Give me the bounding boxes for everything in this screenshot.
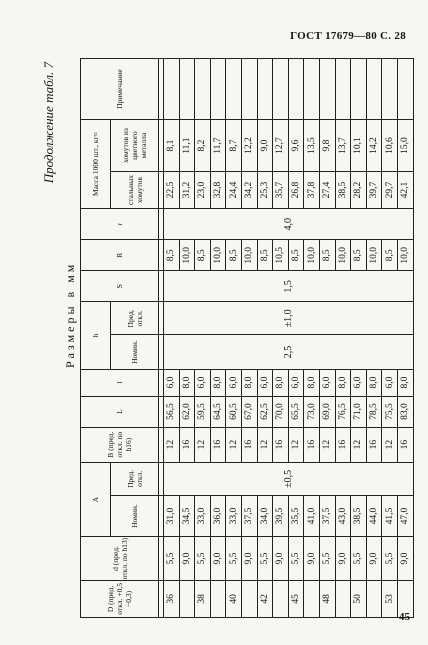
col-header-h-nom: Номин. <box>111 335 159 369</box>
cell-L: 78,5 <box>366 396 382 427</box>
cell-D: 53 <box>382 580 398 617</box>
cell-D <box>210 580 226 617</box>
table-row <box>164 59 180 618</box>
cell-note <box>210 59 226 120</box>
cell-R: 10,0 <box>397 240 413 271</box>
cell-L: 62,0 <box>179 396 195 427</box>
cell-A-nom: 34,5 <box>179 495 195 536</box>
cell-L: 75,5 <box>382 396 398 427</box>
cell-mass-steel: 39,7 <box>366 171 382 208</box>
cell-mass-steel: 26,8 <box>288 171 304 208</box>
cell-D <box>335 580 351 617</box>
cell-l: 6,0 <box>319 369 335 396</box>
cell-mass-nonferrous: 13,5 <box>304 120 320 172</box>
cell-d: 9,0 <box>273 537 289 580</box>
cell-note <box>257 59 273 120</box>
cell-B: 12 <box>351 427 367 462</box>
cell-R: 10,0 <box>304 240 320 271</box>
cell-B: 16 <box>210 427 226 462</box>
rotated-table-block <box>38 58 411 618</box>
cell-R: 8,5 <box>164 240 180 271</box>
cell-mass-steel: 25,3 <box>257 171 273 208</box>
cell-note <box>366 59 382 120</box>
cell-B: 12 <box>257 427 273 462</box>
col-header-r: r <box>81 209 159 240</box>
cell-mass-steel: 35,7 <box>273 171 289 208</box>
col-header-mass: Масса 1000 шт., кг≈ <box>81 120 111 209</box>
cell-A-nom: 33,0 <box>195 495 211 536</box>
cell-B: 12 <box>195 427 211 462</box>
cell-D <box>273 580 289 617</box>
cell-B: 16 <box>304 427 320 462</box>
col-header-S: S <box>81 271 159 302</box>
cell-D <box>179 580 195 617</box>
cell-d: 5,5 <box>257 537 273 580</box>
cell-B: 16 <box>397 427 413 462</box>
col-header-h-tol: Пред. откл. <box>111 302 159 335</box>
cell-S: 1,5 <box>164 271 414 302</box>
cell-l: 8,0 <box>304 369 320 396</box>
cell-R: 10,5 <box>273 240 289 271</box>
cell-L: 59,5 <box>195 396 211 427</box>
cell-L: 71,0 <box>351 396 367 427</box>
cell-mass-steel: 34,2 <box>241 171 257 208</box>
col-header-A-nom: Номин. <box>111 495 159 536</box>
table-body <box>164 59 414 618</box>
cell-mass-steel: 29,7 <box>382 171 398 208</box>
cell-B: 16 <box>179 427 195 462</box>
cell-mass-steel: 42,1 <box>397 171 413 208</box>
cell-l: 6,0 <box>351 369 367 396</box>
cell-d: 5,5 <box>351 537 367 580</box>
cell-A-tol: ±0,5 <box>164 462 414 495</box>
cell-L: 56,5 <box>164 396 180 427</box>
cell-B: 16 <box>366 427 382 462</box>
cell-l: 8,0 <box>179 369 195 396</box>
cell-L: 62,5 <box>257 396 273 427</box>
cell-l: 6,0 <box>164 369 180 396</box>
cell-D: 50 <box>351 580 367 617</box>
cell-L: 69,0 <box>319 396 335 427</box>
cell-d: 5,5 <box>164 537 180 580</box>
col-header-R: R <box>81 240 159 271</box>
cell-l: 6,0 <box>382 369 398 396</box>
cell-note <box>397 59 413 120</box>
cell-R: 10,0 <box>335 240 351 271</box>
cell-D: 40 <box>226 580 242 617</box>
cell-R: 8,5 <box>382 240 398 271</box>
cell-R: 8,5 <box>257 240 273 271</box>
cell-R: 8,5 <box>226 240 242 271</box>
cell-note <box>351 59 367 120</box>
cell-R: 8,5 <box>319 240 335 271</box>
dimensions-table <box>80 58 414 618</box>
cell-L: 73,0 <box>304 396 320 427</box>
cell-mass-nonferrous: 9,6 <box>288 120 304 172</box>
cell-note <box>241 59 257 120</box>
cell-R: 8,5 <box>288 240 304 271</box>
cell-mass-nonferrous: 12,2 <box>241 120 257 172</box>
cell-mass-steel: 32,8 <box>210 171 226 208</box>
cell-l: 8,0 <box>273 369 289 396</box>
cell-d: 5,5 <box>382 537 398 580</box>
cell-mass-nonferrous: 10,1 <box>351 120 367 172</box>
cell-A-nom: 39,5 <box>273 495 289 536</box>
cell-A-nom: 47,0 <box>397 495 413 536</box>
cell-B: 12 <box>164 427 180 462</box>
cell-d: 9,0 <box>210 537 226 580</box>
cell-B: 12 <box>226 427 242 462</box>
cell-A-nom: 38,5 <box>351 495 367 536</box>
cell-B: 16 <box>273 427 289 462</box>
cell-A-nom: 31,0 <box>164 495 180 536</box>
cell-h-tol: ±1,0 <box>164 302 414 335</box>
cell-mass-nonferrous: 12,7 <box>273 120 289 172</box>
cell-R: 8,5 <box>195 240 211 271</box>
cell-l: 8,0 <box>241 369 257 396</box>
cell-A-nom: 44,0 <box>366 495 382 536</box>
cell-A-nom: 36,0 <box>210 495 226 536</box>
cell-B: 12 <box>288 427 304 462</box>
cell-r: 4,0 <box>164 209 414 240</box>
cell-R: 10,0 <box>210 240 226 271</box>
cell-R: 10,0 <box>366 240 382 271</box>
cell-L: 60,5 <box>226 396 242 427</box>
cell-d: 9,0 <box>304 537 320 580</box>
cell-L: 65,5 <box>288 396 304 427</box>
col-header-note: Примечание <box>81 59 159 120</box>
cell-A-nom: 41,5 <box>382 495 398 536</box>
cell-L: 64,5 <box>210 396 226 427</box>
cell-mass-nonferrous: 15,0 <box>397 120 413 172</box>
cell-l: 8,0 <box>397 369 413 396</box>
cell-mass-nonferrous: 11,1 <box>179 120 195 172</box>
cell-d: 9,0 <box>241 537 257 580</box>
cell-d: 5,5 <box>319 537 335 580</box>
cell-B: 16 <box>335 427 351 462</box>
cell-B: 16 <box>241 427 257 462</box>
cell-note <box>195 59 211 120</box>
cell-l: 6,0 <box>288 369 304 396</box>
cell-D <box>241 580 257 617</box>
col-header-d: d (пред. откл. по h13) <box>81 537 159 580</box>
cell-L: 83,0 <box>397 396 413 427</box>
col-header-L: L <box>81 396 159 427</box>
cell-l: 6,0 <box>257 369 273 396</box>
cell-mass-steel: 38,5 <box>335 171 351 208</box>
cell-A-nom: 41,0 <box>304 495 320 536</box>
cell-mass-steel: 24,4 <box>226 171 242 208</box>
cell-A-nom: 34,0 <box>257 495 273 536</box>
cell-L: 70,0 <box>273 396 289 427</box>
cell-L: 76,5 <box>335 396 351 427</box>
cell-A-nom: 37,5 <box>319 495 335 536</box>
cell-d: 5,5 <box>226 537 242 580</box>
cell-B: 12 <box>382 427 398 462</box>
cell-l: 6,0 <box>226 369 242 396</box>
cell-d: 9,0 <box>366 537 382 580</box>
cell-mass-nonferrous: 14,2 <box>366 120 382 172</box>
cell-R: 8,5 <box>351 240 367 271</box>
col-header-l: l <box>81 369 159 396</box>
col-header-mass-steel: стальных хомутов <box>111 171 159 208</box>
cell-mass-nonferrous: 9,0 <box>257 120 273 172</box>
cell-D: 36 <box>164 580 180 617</box>
document-header: ГОСТ 17679—80 С. 28 <box>290 30 406 42</box>
cell-mass-nonferrous: 11,7 <box>210 120 226 172</box>
cell-D: 38 <box>195 580 211 617</box>
cell-l: 8,0 <box>210 369 226 396</box>
cell-A-nom: 43,0 <box>335 495 351 536</box>
continuation-caption: Продолжение табл. 7 <box>41 62 56 184</box>
col-header-A-tol: Пред. откл. <box>111 462 159 495</box>
cell-note <box>319 59 335 120</box>
cell-D: 42 <box>257 580 273 617</box>
col-header-mass-nonferrous: хомутов из цветного металла <box>111 120 159 172</box>
cell-note <box>382 59 398 120</box>
cell-B: 12 <box>319 427 335 462</box>
cell-l: 6,0 <box>195 369 211 396</box>
cell-d: 9,0 <box>397 537 413 580</box>
col-header-h: h <box>81 302 111 369</box>
cell-mass-steel: 31,2 <box>179 171 195 208</box>
cell-d: 5,5 <box>195 537 211 580</box>
cell-note <box>164 59 180 120</box>
cell-D <box>304 580 320 617</box>
cell-mass-steel: 37,8 <box>304 171 320 208</box>
col-header-A: A <box>81 462 111 537</box>
cell-mass-nonferrous: 9,8 <box>319 120 335 172</box>
cell-D <box>366 580 382 617</box>
cell-h-nom: 2,5 <box>164 335 414 369</box>
cell-note <box>226 59 242 120</box>
cell-mass-nonferrous: 8,2 <box>195 120 211 172</box>
dimensions-caption: Размеры в мм <box>63 261 77 368</box>
cell-mass-steel: 22,5 <box>164 171 180 208</box>
cell-A-nom: 37,5 <box>241 495 257 536</box>
cell-note <box>288 59 304 120</box>
cell-mass-nonferrous: 8,7 <box>226 120 242 172</box>
cell-A-nom: 33,0 <box>226 495 242 536</box>
cell-R: 10,0 <box>241 240 257 271</box>
cell-note <box>179 59 195 120</box>
cell-A-nom: 35,5 <box>288 495 304 536</box>
cell-mass-nonferrous: 10,6 <box>382 120 398 172</box>
cell-note <box>304 59 320 120</box>
page-number: 45 <box>399 611 410 623</box>
cell-d: 9,0 <box>179 537 195 580</box>
col-header-B: B (пред. откл. по h16) <box>81 427 159 462</box>
cell-d: 5,5 <box>288 537 304 580</box>
cell-R: 10,0 <box>179 240 195 271</box>
cell-d: 9,0 <box>335 537 351 580</box>
cell-D: 48 <box>319 580 335 617</box>
cell-l: 8,0 <box>366 369 382 396</box>
cell-L: 67,0 <box>241 396 257 427</box>
cell-mass-steel: 28,2 <box>351 171 367 208</box>
cell-mass-steel: 23,0 <box>195 171 211 208</box>
cell-l: 8,0 <box>335 369 351 396</box>
cell-D: 45 <box>288 580 304 617</box>
cell-mass-steel: 27,4 <box>319 171 335 208</box>
cell-mass-nonferrous: 13,7 <box>335 120 351 172</box>
col-header-D: D (пред. откл. +0,5 −0,3) <box>81 580 159 617</box>
cell-mass-nonferrous: 8,1 <box>164 120 180 172</box>
cell-note <box>273 59 289 120</box>
cell-note <box>335 59 351 120</box>
